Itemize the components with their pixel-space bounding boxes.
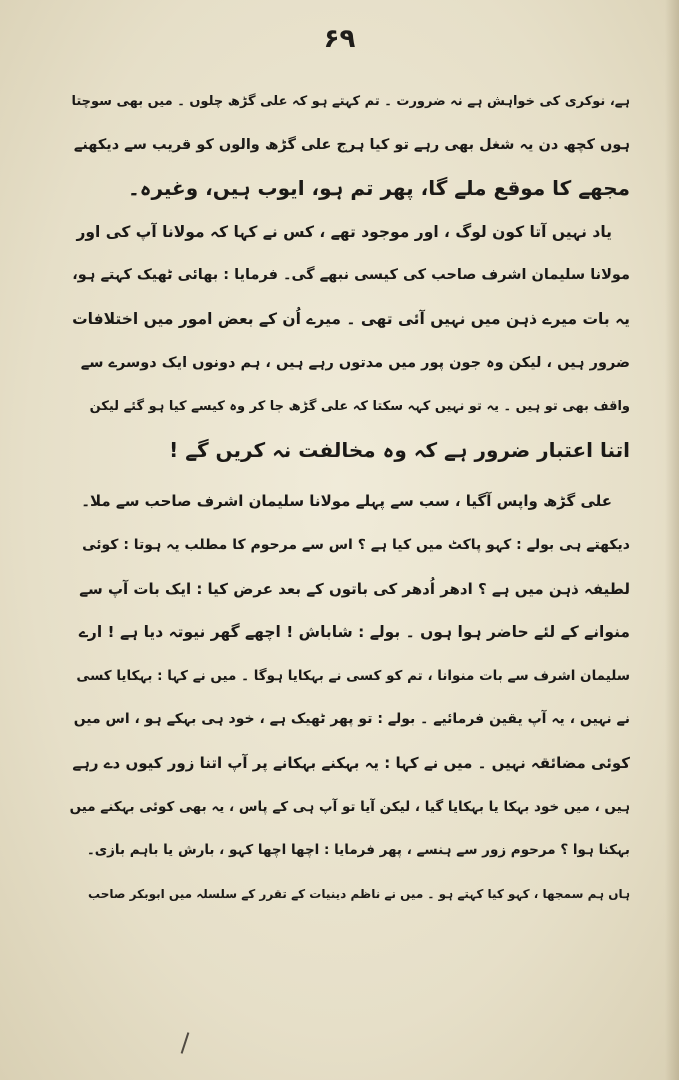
text-line: یہ بات میرے ذہن میں نہیں آئی تھی ۔ میرے اُن کے بعض امور میں اختلافات [72,309,630,328]
text-line: ہیں ، میں خود بہکا یا بہکایا گیا ، لیکن آیا تو آپ ہی کے پاس ، یہ بھی کوئی بہکنے میں [70,798,630,815]
text-line: نے نہیں ، یہ آپ یقین فرمائیے ۔ بولے : تو پھر ٹھیک ہے ، خود ہی بہکے ہو ، اس میں [73,711,630,728]
text-line: کوئی مضائقہ نہیں ۔ میں نے کہا : یہ بہکنے بہکانے پر آپ اتنا زور کیوں دے رہے [72,753,630,772]
text-line: مولانا سلیمان اشرف صاحب کی کیسی نبھے گی۔ فرمایا : بھائی ٹھیک کہتے ہو، [72,267,630,284]
text-line: سلیمان اشرف سے بات منوانا ، تم کو کسی نے بہکایا ہوگا ۔ میں نے کہا : بہکایا کسی [76,667,630,684]
text-line: ضرور ہیں ، لیکن وہ جون پور میں مدتوں رہے ہیں ، ہم دونوں ایک دوسرے سے [80,354,630,371]
page-body-text [70,80,630,916]
text-line: لطیفہ ذہن میں ہے ؟ ادھر اُدھر کی باتوں کے بعد عرض کیا : ایک بات آپ سے [79,579,630,598]
text-line: واقف بھی تو ہیں ۔ یہ تو نہیں کہہ سکتا کہ علی گڑھ جا کر وہ کیسے کیا ہو گئے لیکن [89,399,630,415]
text-line: ہاں ہم سمجھا ، کہو کیا کہتے ہو ۔ میں نے ناظم دینیات کے تقرر کے سلسلہ میں ابوبکر صاحب [88,886,630,901]
pencil-mark [181,1032,190,1054]
page-number: ۶۹ [323,24,356,54]
text-line: ہوں کچھ دن یہ شغل بھی رہے تو کیا ہرج علی گڑھ والوں کو قریب سے دیکھنے [73,136,630,153]
paragraph-start-line: یاد نہیں آتا کون لوگ ، اور موجود تھے ، کس نے کہا کہ مولانا آپ کی اور [76,222,612,241]
text-line: ہے، نوکری کی خواہش ہے نہ ضرورت ۔ تم کہتے ہو کہ علی گڑھ چلوں ۔ میں بھی سوچتا [71,94,630,109]
text-line: دیکھتے ہی بولے : کہو پاکٹ میں کیا ہے ؟ اس سے مرحوم کا مطلب یہ ہوتا : کوئی [82,536,630,553]
paragraph-start-line: علی گڑھ واپس آگیا ، سب سے پہلے مولانا سلیمان اشرف صاحب سے ملا۔ [81,492,612,511]
paragraph-gap [70,472,630,480]
text-line: اتنا اعتبار ضرور ہے کہ وہ مخالفت نہ کریں گے ! [169,437,630,462]
text-line: مجھے کا موقع ملے گا، پھر تم ہو، ایوب ہیں، وغیرہ۔ [128,176,630,201]
text-line: منوانے کے لئے حاضر ہوا ہوں ۔ بولے : شاباش ! اچھے گھر نیوتہ دیا ہے ! ارے [78,623,630,642]
text-line: بہکنا ہوا ؟ مرحوم زور سے ہنسے ، پھر فرمایا : اچھا اچھا کہو ، بارش یا باہم بازی۔ [86,842,630,859]
page-edge-shadow [665,0,679,1080]
